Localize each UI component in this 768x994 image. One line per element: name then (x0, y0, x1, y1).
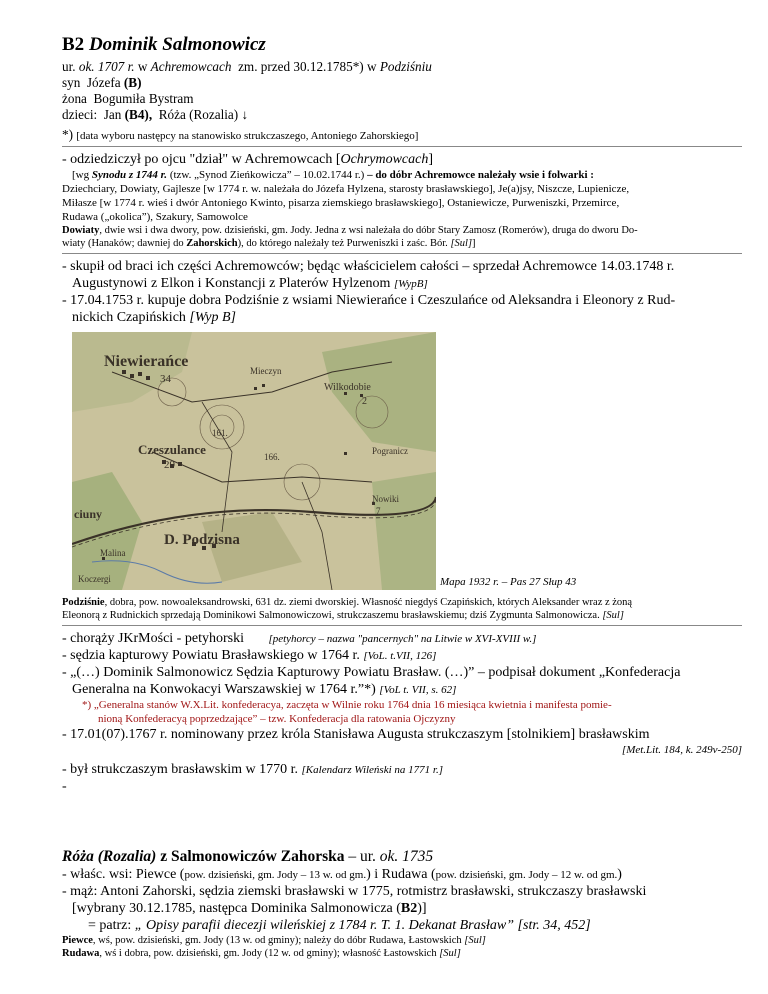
map-label-czeszulance: Czeszulance (138, 442, 206, 457)
son-of-name: Józefa (86, 75, 121, 90)
rosa-line-3 (62, 900, 742, 917)
office-text-4: Generalna na Konwokacyi Warszawskiej w 1764 r.”*) (72, 682, 380, 697)
dowiaty-text-1: , dwie wsi i dwa dwory, pow. dzisieński, gm. Jody. Jedna z wsi należała do dóbr Stary Zamosz (Romerów), druga do dworu Do- (99, 225, 638, 236)
podzisnie-name: Podziśnie (62, 597, 105, 608)
bought-text-2: Augustynowi z Elkon i Konstancji z Platerów Hylzenom (72, 276, 394, 291)
map-label-161: 161. (212, 428, 228, 438)
born-prefix: ur. (62, 59, 76, 74)
child-jan-ref: (B4), (124, 107, 153, 122)
bought-src-4: [Wyp B] (189, 310, 236, 325)
birth-line (62, 59, 742, 75)
map-label-wilkodobie: Wilkodobie (324, 382, 371, 393)
podzisnie-text-2: Eleonorą z Rudnickich sprzedają Dominikowi Salmonowiczowi, strukczaszemu brasławskiemu; dziś Zygmunta Salmonowicza. (62, 610, 603, 621)
piewce-note (62, 934, 742, 947)
divider (62, 146, 742, 147)
office-text-1: - chorąży JKrMości - petyhorski (62, 631, 244, 646)
born-approx: ok. 1707 r. (78, 59, 135, 74)
divider (62, 625, 742, 626)
map-label-166: 166. (264, 452, 280, 462)
footnote-1 (62, 127, 742, 143)
entry-code: B2 (62, 34, 85, 55)
died-place: Podziśniu (379, 59, 432, 74)
rosa-heading (62, 847, 742, 866)
map-label-koczergi: Koczergi (78, 574, 111, 584)
bought-line-4 (62, 309, 742, 326)
entry-title (62, 34, 742, 56)
dowiaty-end: ] (472, 238, 476, 249)
src-mid: (tzw. „Synod Zieńkowicza” – 10.02.1744 r.) (167, 169, 365, 181)
rudawa-name: Rudawa (62, 948, 100, 959)
office-line-5: - 17.01(07).1767 r. nominowany przez króla Stanisława Augusta strukczaszym [stolnikiem] brasławskim (62, 727, 650, 742)
src-bold: – do dóbr Achremowce należały wsie i folwarki : (367, 169, 594, 181)
rosa-text-1e: ) (617, 867, 622, 882)
rosa-text-4a: = patrz: (88, 918, 135, 933)
son-of-line (62, 75, 742, 91)
entry-name: Dominik Salmonowicz (88, 34, 266, 55)
bought-line-2 (62, 275, 742, 292)
born-place: Achremowcach (150, 59, 232, 74)
office-src-5: [Met.Lit. 184, k. 249v-250] (621, 744, 742, 756)
inherit-text: - odziedziczył po ojcu "dział" w Achremowcach [ (62, 152, 341, 167)
map-label-7: 7 (376, 506, 381, 516)
office-src-2: [VoL. t.VII, 126] (363, 650, 437, 662)
children-prefix: dzieci: (62, 107, 98, 122)
dowiaty-note-1 (62, 224, 742, 237)
dowiaty-note-2 (62, 237, 742, 250)
document-page (62, 34, 742, 960)
rosa-text-1d: pow. dzisieński, gm. Jody – 12 w. od gm. (435, 869, 618, 881)
map-label-nowiki: Nowiki (372, 494, 399, 504)
office-src-4: [VoL t. VII, s. 62] (379, 684, 457, 696)
rudawa-note (62, 947, 742, 960)
children-line (62, 107, 742, 123)
office-text-2: - sędzia kapturowy Powiatu Brasławskiego w 1764 r. (62, 648, 364, 663)
map-label-mieczyn: Mieczyn (250, 366, 282, 376)
rosa-ref-b2: B2 (400, 901, 418, 916)
dowiaty-zahorskich: Zahorskich (186, 238, 238, 249)
office-line-3: - „(…) Dominik Salmonowicz Sędzia Kapturowy Powiatu Brasław. (…)” – podpisał dokument „Konfederacja (62, 665, 681, 680)
rosa-text-3a: [wybrany 30.12.1785, następca Dominika Salmonowicza ( (72, 901, 401, 916)
konfederacja-note-2: nioną Konfederacyą poprzedzające” – tzw. Konfederacja dla ratowania Ojczyzny (98, 713, 456, 725)
office-line-4 (62, 681, 742, 698)
villages-line-3: Rudawa („okolica”), Szakury, Samowolce (62, 211, 248, 223)
map-label-34: 34 (160, 373, 171, 385)
map-label-d-podzisna: D. Podzisna (164, 532, 240, 548)
src-title: Synodu z 1744 r. (91, 169, 168, 181)
born-in: w (137, 59, 148, 74)
office-line-7: - (62, 779, 67, 794)
footnote-text: [data wyboru następcy na stanowisko strukczaszego, Antoniego Zahorskiego] (76, 130, 419, 142)
map-label-ciuny: ciuny (74, 507, 103, 521)
piewce-name: Piewce (62, 935, 93, 946)
rosa-source-title: „ Opisy parafii diecezji wileńskiej z 1784 r. T. 1. Dekanat Brasław” [str. 34, 452] (134, 918, 591, 933)
rosa-born: – ur. (344, 848, 380, 865)
rosa-text-3c: )] (417, 901, 427, 916)
rosa-line-2: - mąż: Antoni Zahorski, sędzia ziemski brasławski w 1775, rotmistrz brasławski, strukczaszy brasławski (62, 884, 647, 899)
rosa-line-1 (62, 866, 742, 883)
podzisnie-src: [Sul] (602, 610, 624, 621)
historical-map (72, 332, 436, 590)
bought-text-4: nickich Czapińskich (72, 310, 190, 325)
office-src-6: [Kalendarz Wileński na 1771 r.] (301, 764, 443, 776)
map-label-malina: Malina (100, 548, 126, 558)
wife-prefix: żona (62, 91, 87, 106)
rosa-name: Róża (Rozalia) (62, 848, 157, 865)
map-figure (62, 332, 742, 590)
bought-line-3: - 17.04.1753 r. kupuje dobra Podziśnie z wsiami Niewierańce i Czeszulańce od Aleksandra i Eleonory z Rud- (62, 293, 676, 308)
villages-line-1: Dziechciary, Dowiaty, Gajlesze [w 1774 r. w. należała do Józefa Hylzena, starosty brasławskiego], Je(a)jsy, Niszcze, Lupienicze, (62, 183, 630, 195)
map-label-niewierance: Niewierańce (104, 353, 189, 370)
podzisnie-text-1: , dobra, pow. nowoaleksandrowski, 631 dz. ziemi dworskiej. Własność niegdyś Czapińskich, których Aleksander wraz z żoną (104, 597, 633, 608)
rosa-text-1c: ) i Rudawa ( (366, 867, 436, 882)
map-label-pogranicz: Pogranicz (372, 446, 408, 456)
bought-src-2: [WypB] (393, 278, 428, 290)
son-of-ref: (B) (123, 75, 142, 90)
dowiaty-text-2c: ), do którego należały też Purweniszki i zaśc. Bór. (237, 238, 451, 249)
dowiaty-name: Dowiaty (62, 225, 100, 236)
office-line-6 (62, 761, 742, 778)
rosa-born-year: ok. 1735 (379, 848, 434, 865)
rosa-text-1b: pow. dzisieński, gm. Jody – 13 w. od gm. (184, 869, 367, 881)
rudawa-src: [Sul] (439, 948, 461, 959)
map-label-29: 29 (164, 459, 175, 471)
rudawa-text: , wś i dobra, pow. dzisieński, gm. Jody (12 w. od gminy); własność Łastowskich (99, 948, 440, 959)
src-open: [wg (72, 169, 92, 181)
wife-name: Bogumiła Bystram (93, 91, 194, 106)
synod-source (62, 168, 742, 182)
inherit-end: ] (428, 152, 434, 167)
konfederacja-note-1: *) „Generalna stanów W.X.Lit. konfederacya, zaczęta w Wilnie roku 1764 dnia 16 miesiąca kwietnia i manifesta pomie- (82, 699, 612, 711)
podzisnie-note-2 (62, 609, 742, 622)
rosa-text-1a: - właśc. wsi: Piewce ( (62, 867, 185, 882)
rosa-line-4 (62, 917, 742, 934)
footnote-mark: *) (62, 127, 73, 142)
office-line-1 (62, 630, 742, 647)
map-caption: Mapa 1932 r. – Pas 27 Słup 43 (440, 576, 577, 588)
map-label-2: 2 (362, 396, 367, 407)
inherit-line (62, 151, 742, 168)
piewce-text: , wś, pow. dzisieński, gm. Jody (13 w. od gminy); należy do dóbr Rudawa, Łastowskich (92, 935, 465, 946)
died-in: w (367, 59, 377, 74)
dowiaty-text-2a: wiaty (Hanaków; dawniej do (62, 238, 187, 249)
bought-line-1: - skupił od braci ich części Achremowców; będąc właścicielem całości – sprzedał Achremowce 14.03.1748 r. (62, 259, 675, 274)
podzisnie-note-1 (62, 596, 742, 609)
dowiaty-src: [Sul] (450, 238, 473, 249)
piewce-src: [Sul] (464, 935, 486, 946)
wife-line (62, 91, 742, 107)
inherit-alt: Ochrymowcach (340, 152, 429, 167)
office-text-6: - był strukczaszym brasławskim w 1770 r. (62, 762, 302, 777)
died-prefix: zm. przed 30.12.1785*) (238, 59, 364, 74)
son-of-prefix: syn (62, 75, 81, 90)
office-note-1: [petyhorcy – nazwa "pancernych" na Litwie w XVI-XVIII w.] (268, 633, 537, 645)
child-roza: Róża (Rozalia) ↓ (158, 107, 249, 122)
rosa-surname: z Salmonowiczów Zahorska (156, 848, 345, 865)
divider (62, 253, 742, 254)
child-jan: Jan (103, 107, 122, 122)
villages-line-2: Miłasze [w 1774 r. wieś i dwór Antoniego Kwinto, pisarza ziemskiego brasławskiego], Ostaniewicze, Purweniszki, Przemirce, (62, 197, 620, 209)
office-line-2 (62, 647, 742, 664)
